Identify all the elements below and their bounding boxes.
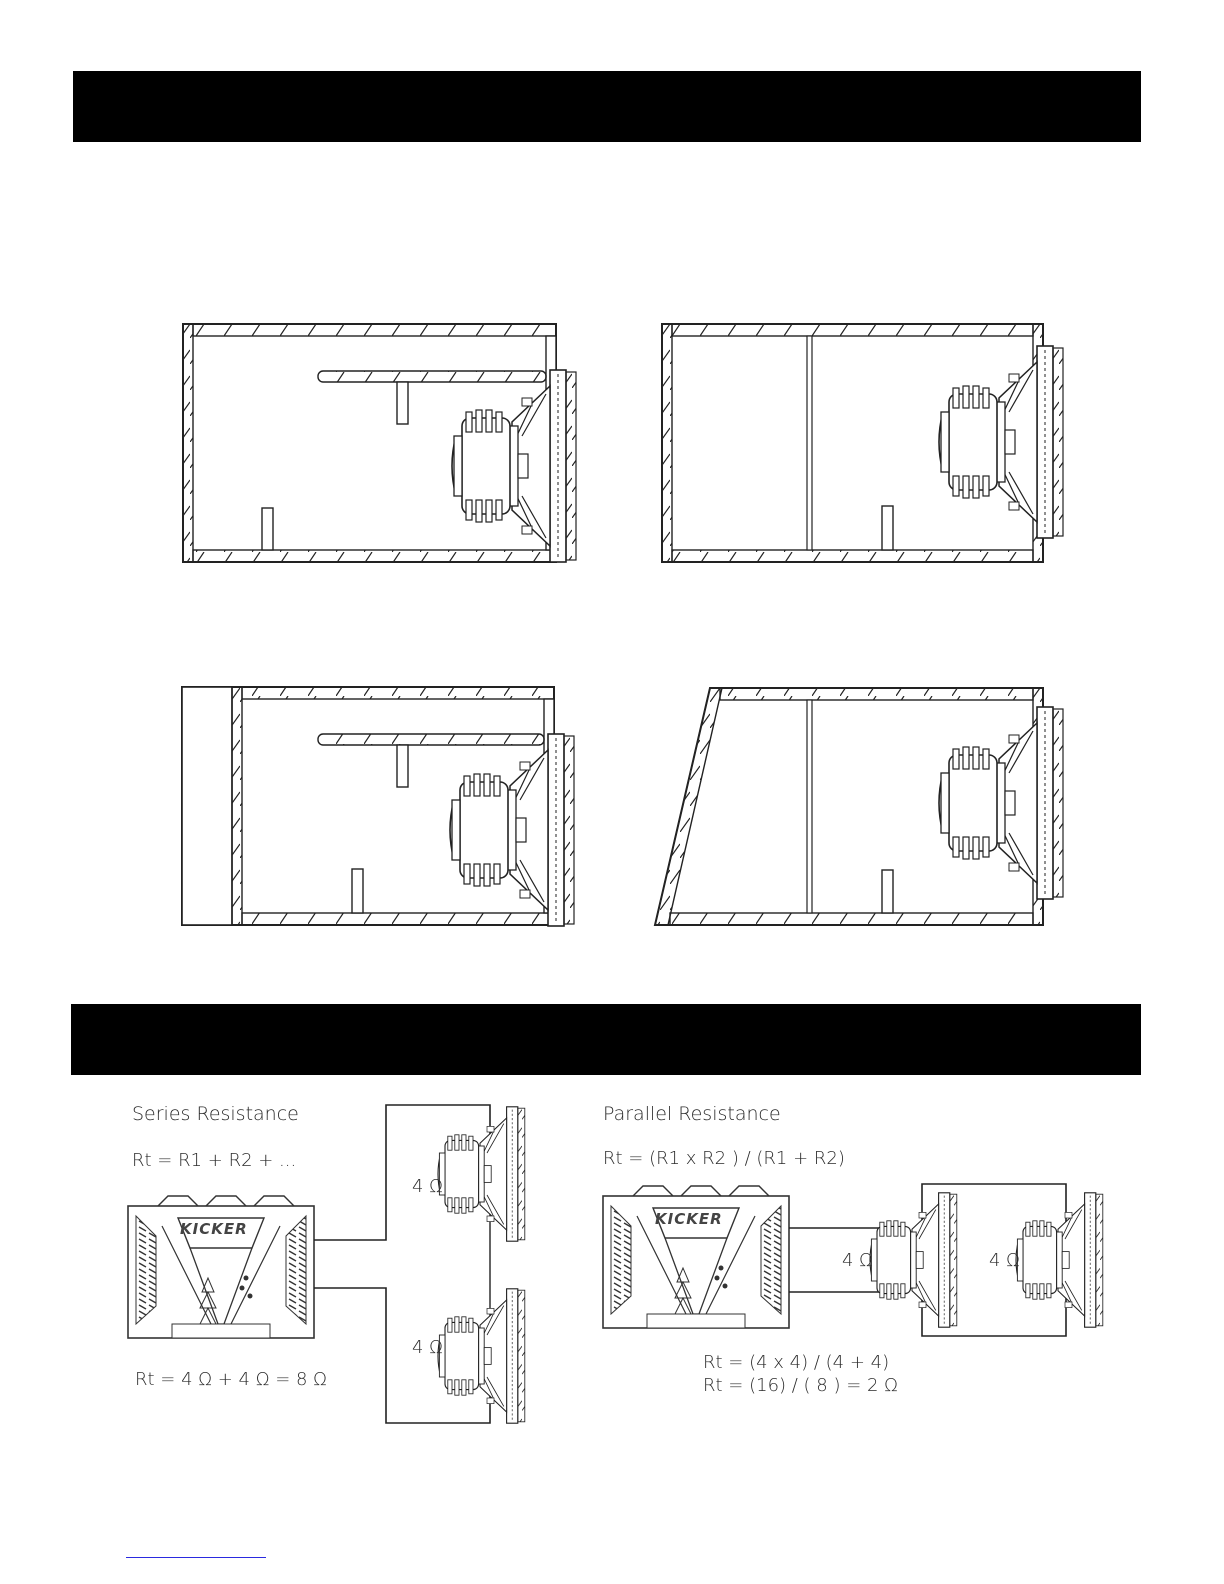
series-speaker1-ohms: 4 Ω [412,1176,443,1197]
series-amp-logo: KICKER [180,1220,248,1238]
enclosure-diagram-4 [655,688,1063,925]
parallel-formula: Rt = (R1 x R2 ) / (R1 + R2) [603,1148,845,1169]
parallel-speaker2-ohms: 4 Ω [989,1250,1020,1271]
parallel-result-line2: Rt = (16) / ( 8 ) = 2 Ω [703,1375,898,1396]
series-formula: Rt = R1 + R2 + ... [132,1150,297,1171]
parallel-amplifier [603,1186,789,1328]
enclosure-diagram-1 [183,324,576,562]
series-title: Series Resistance [132,1103,299,1125]
parallel-result-line1: Rt = (4 x 4) / (4 + 4) [703,1352,890,1373]
enclosure-diagram-3 [182,687,574,926]
footer-underline [126,1557,266,1558]
series-speaker2-ohms: 4 Ω [412,1337,443,1358]
series-amplifier [128,1196,314,1338]
parallel-title: Parallel Resistance [603,1103,781,1125]
series-result: Rt = 4 Ω + 4 Ω = 8 Ω [135,1369,327,1390]
parallel-amp-logo: KICKER [655,1210,723,1228]
enclosure-diagram-2 [662,324,1063,562]
parallel-speaker1-ohms: 4 Ω [842,1250,873,1271]
